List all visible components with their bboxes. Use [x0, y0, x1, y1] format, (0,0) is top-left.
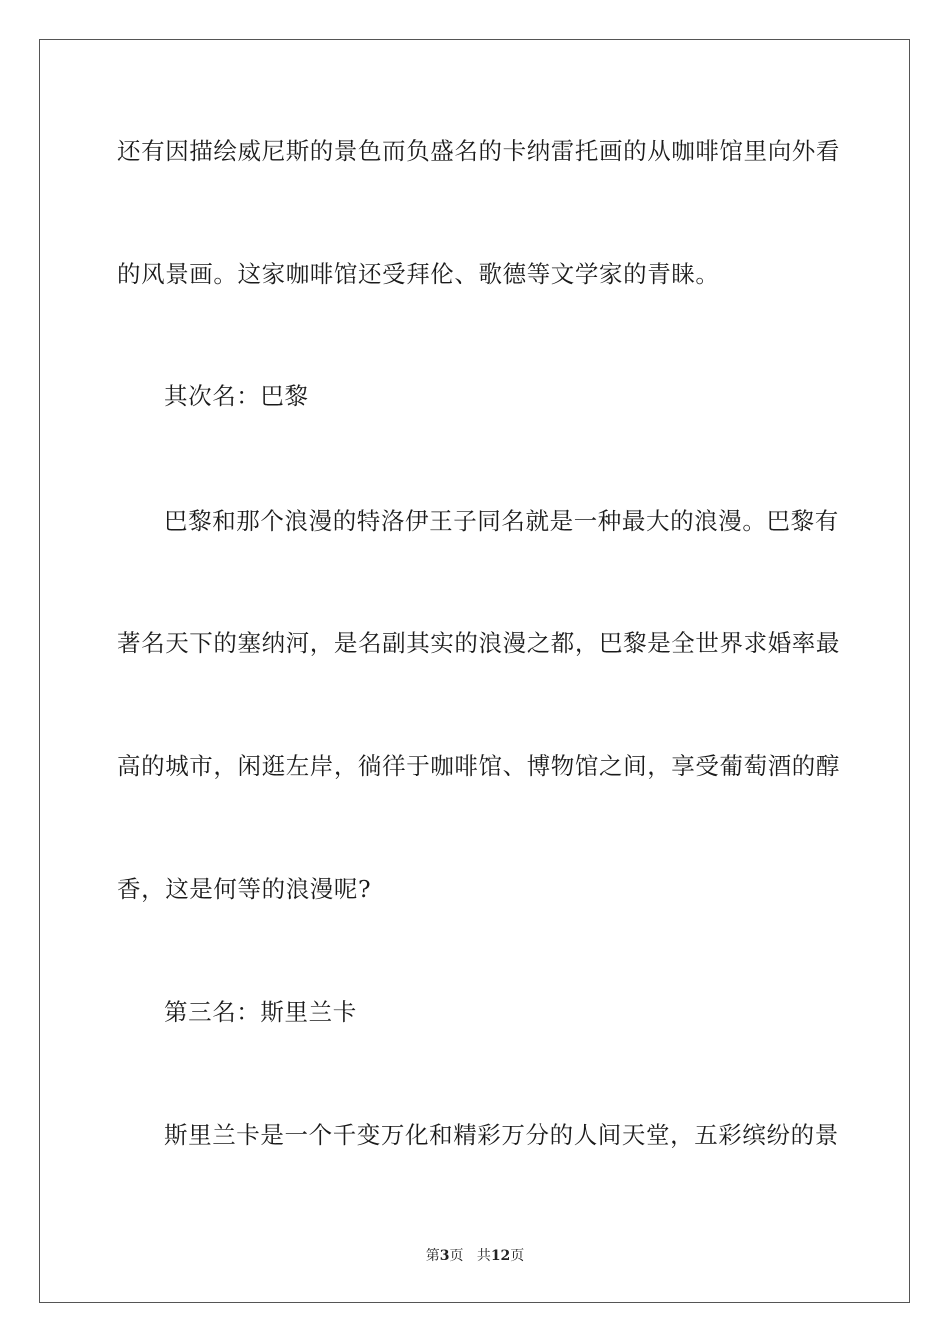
- body-text-line: 巴黎和那个浪漫的特洛伊王子同名就是一种最大的浪漫。巴黎有: [164, 507, 839, 535]
- section-heading-sri-lanka: 第三名：斯里兰卡: [164, 998, 357, 1026]
- footer-page-suffix: 页: [449, 1248, 464, 1264]
- footer-page-prefix: 第: [425, 1248, 440, 1264]
- page-border: [39, 39, 910, 1303]
- section-heading-paris: 其次名：巴黎: [164, 382, 309, 410]
- body-text-line: 高的城市，闲逛左岸，徜徉于咖啡馆、博物馆之间，享受葡萄酒的醇: [117, 752, 840, 780]
- body-text-line: 斯里兰卡是一个千变万化和精彩万分的人间天堂，五彩缤纷的景: [164, 1121, 839, 1149]
- body-text-line: 还有因描绘威尼斯的景色而负盛名的卡纳雷托画的从咖啡馆里向外看: [117, 137, 840, 165]
- footer-page-current: 3: [439, 1248, 450, 1264]
- body-text-line: 著名天下的塞纳河，是名副其实的浪漫之都，巴黎是全世界求婚率最: [117, 629, 840, 657]
- body-text-line: 的风景画。这家咖啡馆还受拜伦、歌德等文学家的青睐。: [117, 260, 720, 288]
- page-footer: [0, 1247, 950, 1265]
- footer-page-total: 12: [490, 1248, 511, 1264]
- footer-total-prefix: 共: [476, 1248, 491, 1264]
- footer-total-suffix: 页: [510, 1248, 525, 1264]
- body-text-line: 香，这是何等的浪漫呢?: [117, 875, 372, 903]
